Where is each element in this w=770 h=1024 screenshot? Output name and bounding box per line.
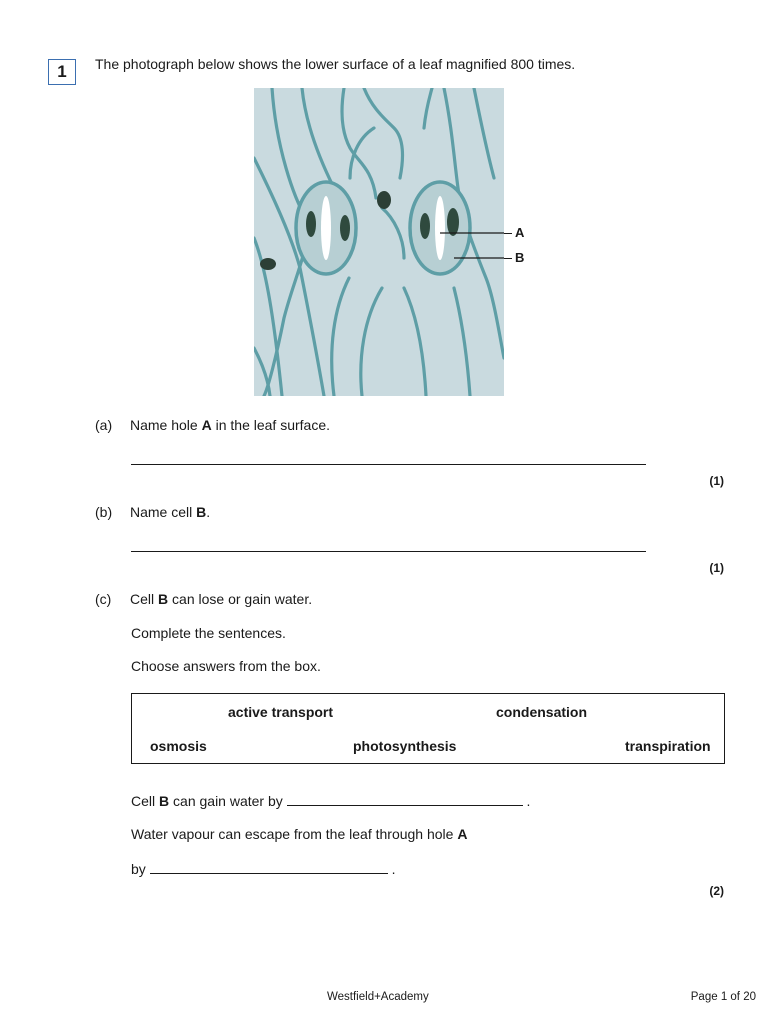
- part-a-label: (a): [95, 417, 113, 433]
- option-photosynthesis: photosynthesis: [353, 738, 457, 754]
- label-a-leader: [504, 233, 512, 234]
- part-a-question: Name hole A in the leaf surface.: [130, 417, 331, 433]
- part-c-instruction-choose: Choose answers from the box.: [131, 658, 321, 674]
- part-b-answer-line[interactable]: [131, 551, 646, 552]
- sentence3-blank[interactable]: [150, 861, 388, 874]
- sentence-water-vapour: Water vapour can escape from the leaf through hole A: [131, 826, 468, 842]
- question-number: 1: [48, 59, 76, 85]
- option-active-transport: active transport: [228, 704, 334, 720]
- part-a-marks: (1): [709, 474, 724, 488]
- sentence-gain-water: Cell B can gain water by .: [131, 793, 531, 809]
- figure-label-b: B: [515, 250, 525, 265]
- footer-school: Westfield+Academy: [327, 991, 429, 1003]
- word-choice-box: [131, 693, 725, 764]
- part-c-question: Cell B can lose or gain water.: [130, 591, 313, 607]
- footer-page-number: Page 1 of 20: [690, 991, 756, 1003]
- part-c-label: (c): [95, 591, 112, 607]
- option-condensation: condensation: [496, 704, 588, 720]
- sentence1-blank[interactable]: [287, 793, 523, 806]
- part-b-marks: (1): [709, 561, 724, 575]
- option-osmosis: osmosis: [150, 738, 207, 754]
- part-b-label: (b): [95, 504, 113, 520]
- sentence-by: by .: [131, 861, 396, 877]
- figure-label-a: A: [515, 225, 525, 240]
- part-b-question: Name cell B.: [130, 504, 211, 520]
- leaf-micrograph: [254, 88, 504, 396]
- question-intro: The photograph below shows the lower surface of a leaf magnified 800 times.: [95, 56, 576, 72]
- option-transpiration: transpiration: [625, 738, 711, 754]
- part-a-answer-line[interactable]: [131, 464, 646, 465]
- part-c-marks: (2): [709, 884, 724, 898]
- part-c-instruction-complete: Complete the sentences.: [131, 625, 286, 641]
- label-b-leader: [504, 258, 512, 259]
